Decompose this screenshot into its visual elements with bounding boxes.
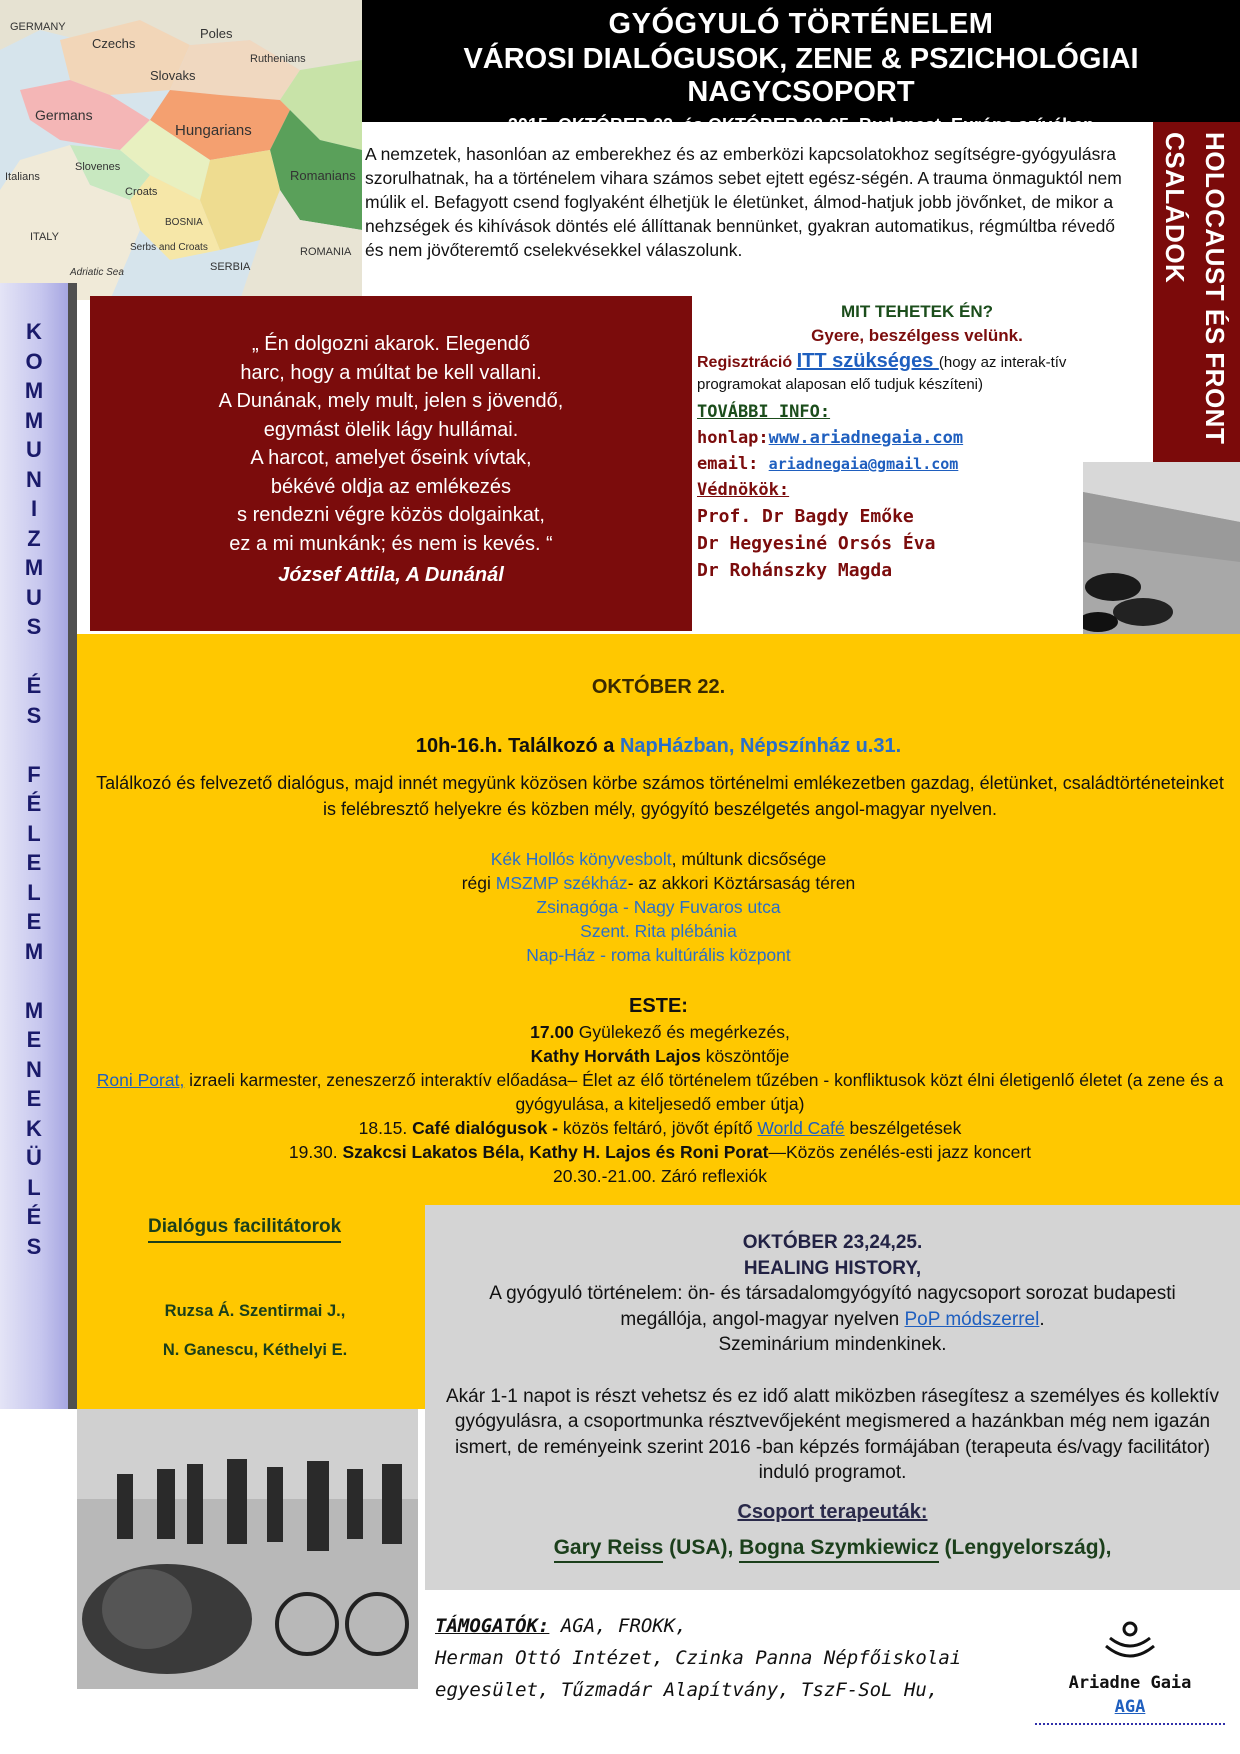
sidebar-letter: E (26, 909, 42, 934)
program-item (90, 1140, 1230, 1164)
sidebar-letter: E (26, 850, 42, 875)
site-list (77, 847, 1240, 967)
sidebar-letter (0, 730, 68, 760)
sidebar-letter: É (26, 673, 42, 698)
poem-line: egymást ölelik lágy hullámai. (263, 418, 519, 441)
therapist-name: Gary Reiss (554, 1536, 664, 1563)
sidebar-letter: F (27, 761, 41, 787)
map-label: Croats (125, 186, 158, 198)
website-link[interactable]: www.ariadnegaia.com (768, 428, 964, 448)
program-time: 18.15. (358, 1118, 413, 1138)
info-invite: Gyere, beszélgess velünk. (811, 326, 1023, 345)
email-label: email: (697, 454, 759, 474)
program-item (90, 1020, 1230, 1044)
patrons-label (697, 480, 1137, 500)
oct23-desc-end: . (1039, 1308, 1045, 1330)
map-label: SERBIA (210, 261, 251, 273)
sidebar-divider (68, 283, 77, 1409)
email-row (697, 454, 1137, 474)
sidebar-letter: K (26, 319, 42, 344)
poem-line: ez a mi munkánk; és nem is kevés. “ (229, 532, 553, 555)
supporters-label: TÁMOGATÓK: (435, 1615, 550, 1637)
site-item (77, 871, 1240, 895)
meeting-place: NapHázban, Népszínház u.31. (619, 735, 902, 757)
poem-line: A harcot, amelyet őseink vívtak, (250, 447, 532, 469)
supporters-names: AGA, FROKK, (549, 1615, 687, 1637)
registration-link[interactable]: ITT szükséges (796, 350, 939, 372)
map-label: Poles (200, 26, 233, 41)
oct22-description: Találkozó és felvezető dialógus, majd innét megyünk közösen körbe számos történelmi emlékezetben gazdag, életünket, családtörténeteinket is felébresztő helyekre és közben mély, gyógyító beszélgetés angol-magyar nyelven. (96, 773, 1224, 819)
roni-porat-link[interactable]: Roni Porat, (96, 1070, 185, 1090)
holocaust-banner-text: HOLOCAUST ÉS FRONT CSALÁDOK (1160, 132, 1230, 445)
patron-name: Prof. Dr Bagdy Emőke (697, 506, 914, 527)
program-title: Café dialógusok - (412, 1118, 558, 1138)
poem-line: „ Én dolgozni akarok. Elegendő (252, 333, 530, 355)
program-text: izraeli karmester, zeneszerző interaktív előadása– Élet az élő történelem tűzében - konfliktusok közt élni életigenlő életet (a zene és a gyógyulása, a kiteljesedő ember útja) (184, 1070, 1224, 1114)
map-label: Italians (5, 171, 40, 183)
poem-author: József Attila, A Dunánál (278, 564, 504, 586)
logo-divider (1035, 1723, 1225, 1725)
program-person: Kathy Horváth Lajos (530, 1046, 701, 1066)
sidebar-letter: S (26, 1233, 42, 1259)
website-row (697, 428, 1137, 448)
map-label: BOSNIA (165, 217, 203, 228)
site-item (77, 847, 1240, 871)
map-label: Adriatic Sea (70, 267, 124, 278)
sidebar-letter: N (26, 466, 42, 492)
oct23-title: HEALING HISTORY, (743, 1257, 922, 1279)
sidebar-letter (0, 642, 68, 672)
oct23-dates: OKTÓBER 23,24,25. (742, 1232, 923, 1253)
ariadne-gaia-logo-icon (1100, 1620, 1160, 1664)
program-performers: Szakcsi Lakatos Béla, Kathy H. Lajos és Roni Porat (342, 1142, 769, 1162)
sidebar-letter: U (26, 584, 42, 610)
facilitators-line: N. Ganescu, Kéthelyi E. (162, 1341, 348, 1359)
oct23-seminar: Szeminárium mindenkinek. (718, 1334, 947, 1355)
program-item: 20.30.-21.00. Záró reflexiók (552, 1166, 767, 1186)
program-item (90, 1044, 1230, 1068)
sidebar-letter: U (26, 437, 42, 462)
ariadne-gaia-logo (1030, 1620, 1230, 1748)
patron-name: Dr Rohánszky Magda (697, 560, 893, 581)
patrons-label-text: Védnökök: (697, 480, 790, 500)
sidebar-letter (0, 966, 68, 996)
program-time: 19.30. (288, 1142, 343, 1162)
poem-line: harc, hogy a múltat be kell vallani. (240, 361, 542, 384)
sidebar-letter: L (27, 820, 41, 846)
meeting-time: 10h-16.h. Találkozó a (415, 735, 620, 757)
oct23-content (425, 1230, 1240, 1561)
site-item (77, 895, 1240, 919)
header-banner (362, 0, 1240, 135)
therapist-country: (USA), (663, 1536, 740, 1559)
sidebar-letter: K (26, 1115, 42, 1141)
oct22-meeting (77, 735, 1240, 758)
sidebar-letter: O (25, 348, 43, 374)
supporters-line (435, 1610, 995, 1642)
poem-line: s rendezni végre közös dolgainkat, (237, 504, 545, 526)
intro-paragraph: A nemzetek, hasonlóan az emberekhez és az emberközi kapcsolatokhoz segítségre-gyógyulásra szorulhatnak, ha a történelem vihara számos sebet ejtett egész-ségén. A trauma önmaguktól nem múlik el. Befagyott csend foglyaként élhetjük le életünket, álmod-hatjuk jobb jövőnket, de mikor a nehzségek és kihívások döntés elé állíttanak bennünket, gyakran automatikus, régmúltba révedő és nem jövőteremtő cselekvésekkel válaszolunk. (365, 144, 1122, 260)
sea-shoes-photo (1083, 462, 1240, 634)
map-label: Serbs and Croats (130, 242, 208, 253)
oct23-paragraph: Akár 1-1 napot is részt vehetsz és ez idő alatt miközben rásegítesz a személyes és kollektív gyógyulásra, a csoportmunka résztvevőjeként megismered a hazánkban még nem igazán ismert, de reményeink szerint 2016 -ban képzés formájában (terapeuta és/vagy facilitátor) induló programot. (445, 1385, 1220, 1483)
program-text: Gyülekező és megérkezés, (573, 1022, 790, 1042)
supporters-line: Herman Ottó Intézet, Czinka Panna Népfőiskolai (435, 1647, 962, 1669)
event-dates: 2015, OKTÓBER 22. és OKTÓBER 23-25. Budapest, Európa szívében (507, 115, 1095, 135)
oct22-date: OKTÓBER 22. (591, 676, 726, 698)
program-text: —Közös zenélés-esti jazz koncert (768, 1142, 1032, 1162)
therapists-label: Csoport terapeuták: (737, 1500, 928, 1523)
map-label: Germans (35, 107, 93, 123)
site-link[interactable]: Nap-Ház - roma kultúrális központ (526, 945, 791, 965)
site-prefix: régi (461, 873, 496, 893)
sidebar-letter: Z (27, 525, 41, 551)
supporters-line: egyesület, Tűzmadár Alapítvány, TszF-SoL Hu, (435, 1679, 939, 1701)
therapist-name: Bogna Szymkiewicz (739, 1536, 939, 1563)
program-time: 17.00 (530, 1022, 574, 1042)
sidebar-letter: L (27, 1174, 41, 1200)
more-info-label (697, 402, 1137, 422)
sidebar-letter: S (26, 702, 42, 728)
program-item (90, 1116, 1230, 1140)
sidebar-letter: I (30, 496, 38, 521)
oct23-desc-text: A gyógyuló történelem: ön- és társadalomgyógyító nagycsoport sorozat budapesti megállója, angol-magyar nyelven (489, 1283, 1176, 1330)
poem-line: A Dunának, mely mult, jelen s jövendő, (218, 390, 564, 412)
supporters (435, 1610, 995, 1706)
registration-suffix: (hogy az interak-tív programokat alaposan elő tudjuk készíteni) (697, 354, 1067, 393)
sidebar-letter: M (24, 555, 44, 580)
sidebar-letter: M (24, 378, 44, 403)
sidebar-vertical-text (0, 317, 68, 1261)
map-label: ROMANIA (300, 246, 352, 258)
therapists-list (425, 1535, 1240, 1561)
program-text: köszöntője (700, 1046, 790, 1066)
more-info-text: TOVÁBBI INFO: (697, 402, 831, 422)
sidebar-letter: E (26, 1086, 42, 1111)
info-panel (697, 302, 1137, 581)
map-label: Czechs (92, 36, 136, 51)
patron-name: Dr Hegyesiné Orsós Éva (697, 533, 936, 554)
sidebar-letter: M (24, 407, 44, 433)
map-label: GERMANY (10, 21, 66, 33)
email-link[interactable]: ariadnegaia@gmail.com (768, 455, 959, 473)
site-link[interactable]: Kék Hollós könyvesbolt (490, 849, 672, 869)
evening-program (90, 1020, 1230, 1188)
map-label: Slovenes (75, 161, 121, 173)
page-title: GYÓGYULÓ TÖRTÉNELEM (608, 8, 994, 40)
site-link[interactable]: Szent. Rita plébánia (580, 921, 737, 941)
map-label: Slovaks (150, 68, 196, 83)
sidebar-letter: É (26, 1204, 42, 1229)
website-label: honlap: (697, 428, 769, 448)
site-item (77, 919, 1240, 943)
facilitators-names (90, 1292, 420, 1370)
map-label: ITALY (30, 231, 59, 243)
sidebar-letter: Ü (26, 1145, 42, 1170)
stalin-statue-photo (77, 1409, 418, 1689)
site-note: , múltunk dicsősége (671, 849, 827, 869)
holocaust-banner (1153, 122, 1240, 462)
austria-hungary-ethnic-map (0, 0, 362, 300)
site-link[interactable]: Zsinagóga - Nagy Fuvaros utca (536, 897, 781, 917)
poem-quote-box (90, 296, 692, 631)
logo-aga-link[interactable]: AGA (1114, 1697, 1146, 1717)
left-sidebar (0, 283, 75, 1409)
evening-heading: ESTE: (629, 995, 688, 1017)
poem-text (90, 330, 692, 558)
map-label: Romanians (290, 168, 356, 183)
sidebar-letter: M (24, 938, 44, 964)
page-subtitle: VÁROSI DIALÓGUSOK, ZENE & PSZICHOLÓGIAI NAGYCSOPORT (463, 43, 1139, 108)
sidebar-letter: N (26, 1056, 42, 1082)
facilitators-label: Dialógus facilitátorok (148, 1216, 341, 1243)
info-heading: MIT TEHETEK ÉN? (840, 302, 994, 321)
program-text: közös feltáró, jövőt építő (558, 1118, 758, 1138)
sidebar-letter: L (27, 879, 41, 905)
map-label: Ruthenians (250, 53, 306, 65)
map-label: Hungarians (175, 122, 252, 139)
sidebar-letter: É (26, 791, 42, 816)
program-text: beszélgetések (844, 1118, 962, 1138)
poem-line: békévé oldja az emlékezés (270, 475, 512, 498)
facilitators-line: Ruzsa Á. Szentirmai J., (164, 1302, 346, 1320)
sidebar-letter: S (26, 614, 42, 639)
sidebar-letter: M (24, 997, 44, 1023)
registration-prefix: Regisztráció (697, 354, 797, 371)
logo-name: Ariadne Gaia (1068, 1673, 1192, 1693)
world-cafe-link[interactable]: World Café (757, 1118, 845, 1138)
site-item (77, 943, 1240, 967)
site-note: - az akkori Köztársaság téren (627, 873, 856, 893)
pop-method-link[interactable]: PoP módszerrel (904, 1308, 1040, 1330)
sidebar-letter: E (26, 1027, 42, 1052)
therapist-country: (Lengyelország), (938, 1536, 1112, 1559)
oct23-description (425, 1281, 1240, 1332)
site-link[interactable]: MSZMP székház (495, 873, 628, 893)
registration-text (697, 350, 1137, 396)
program-item (90, 1068, 1230, 1116)
